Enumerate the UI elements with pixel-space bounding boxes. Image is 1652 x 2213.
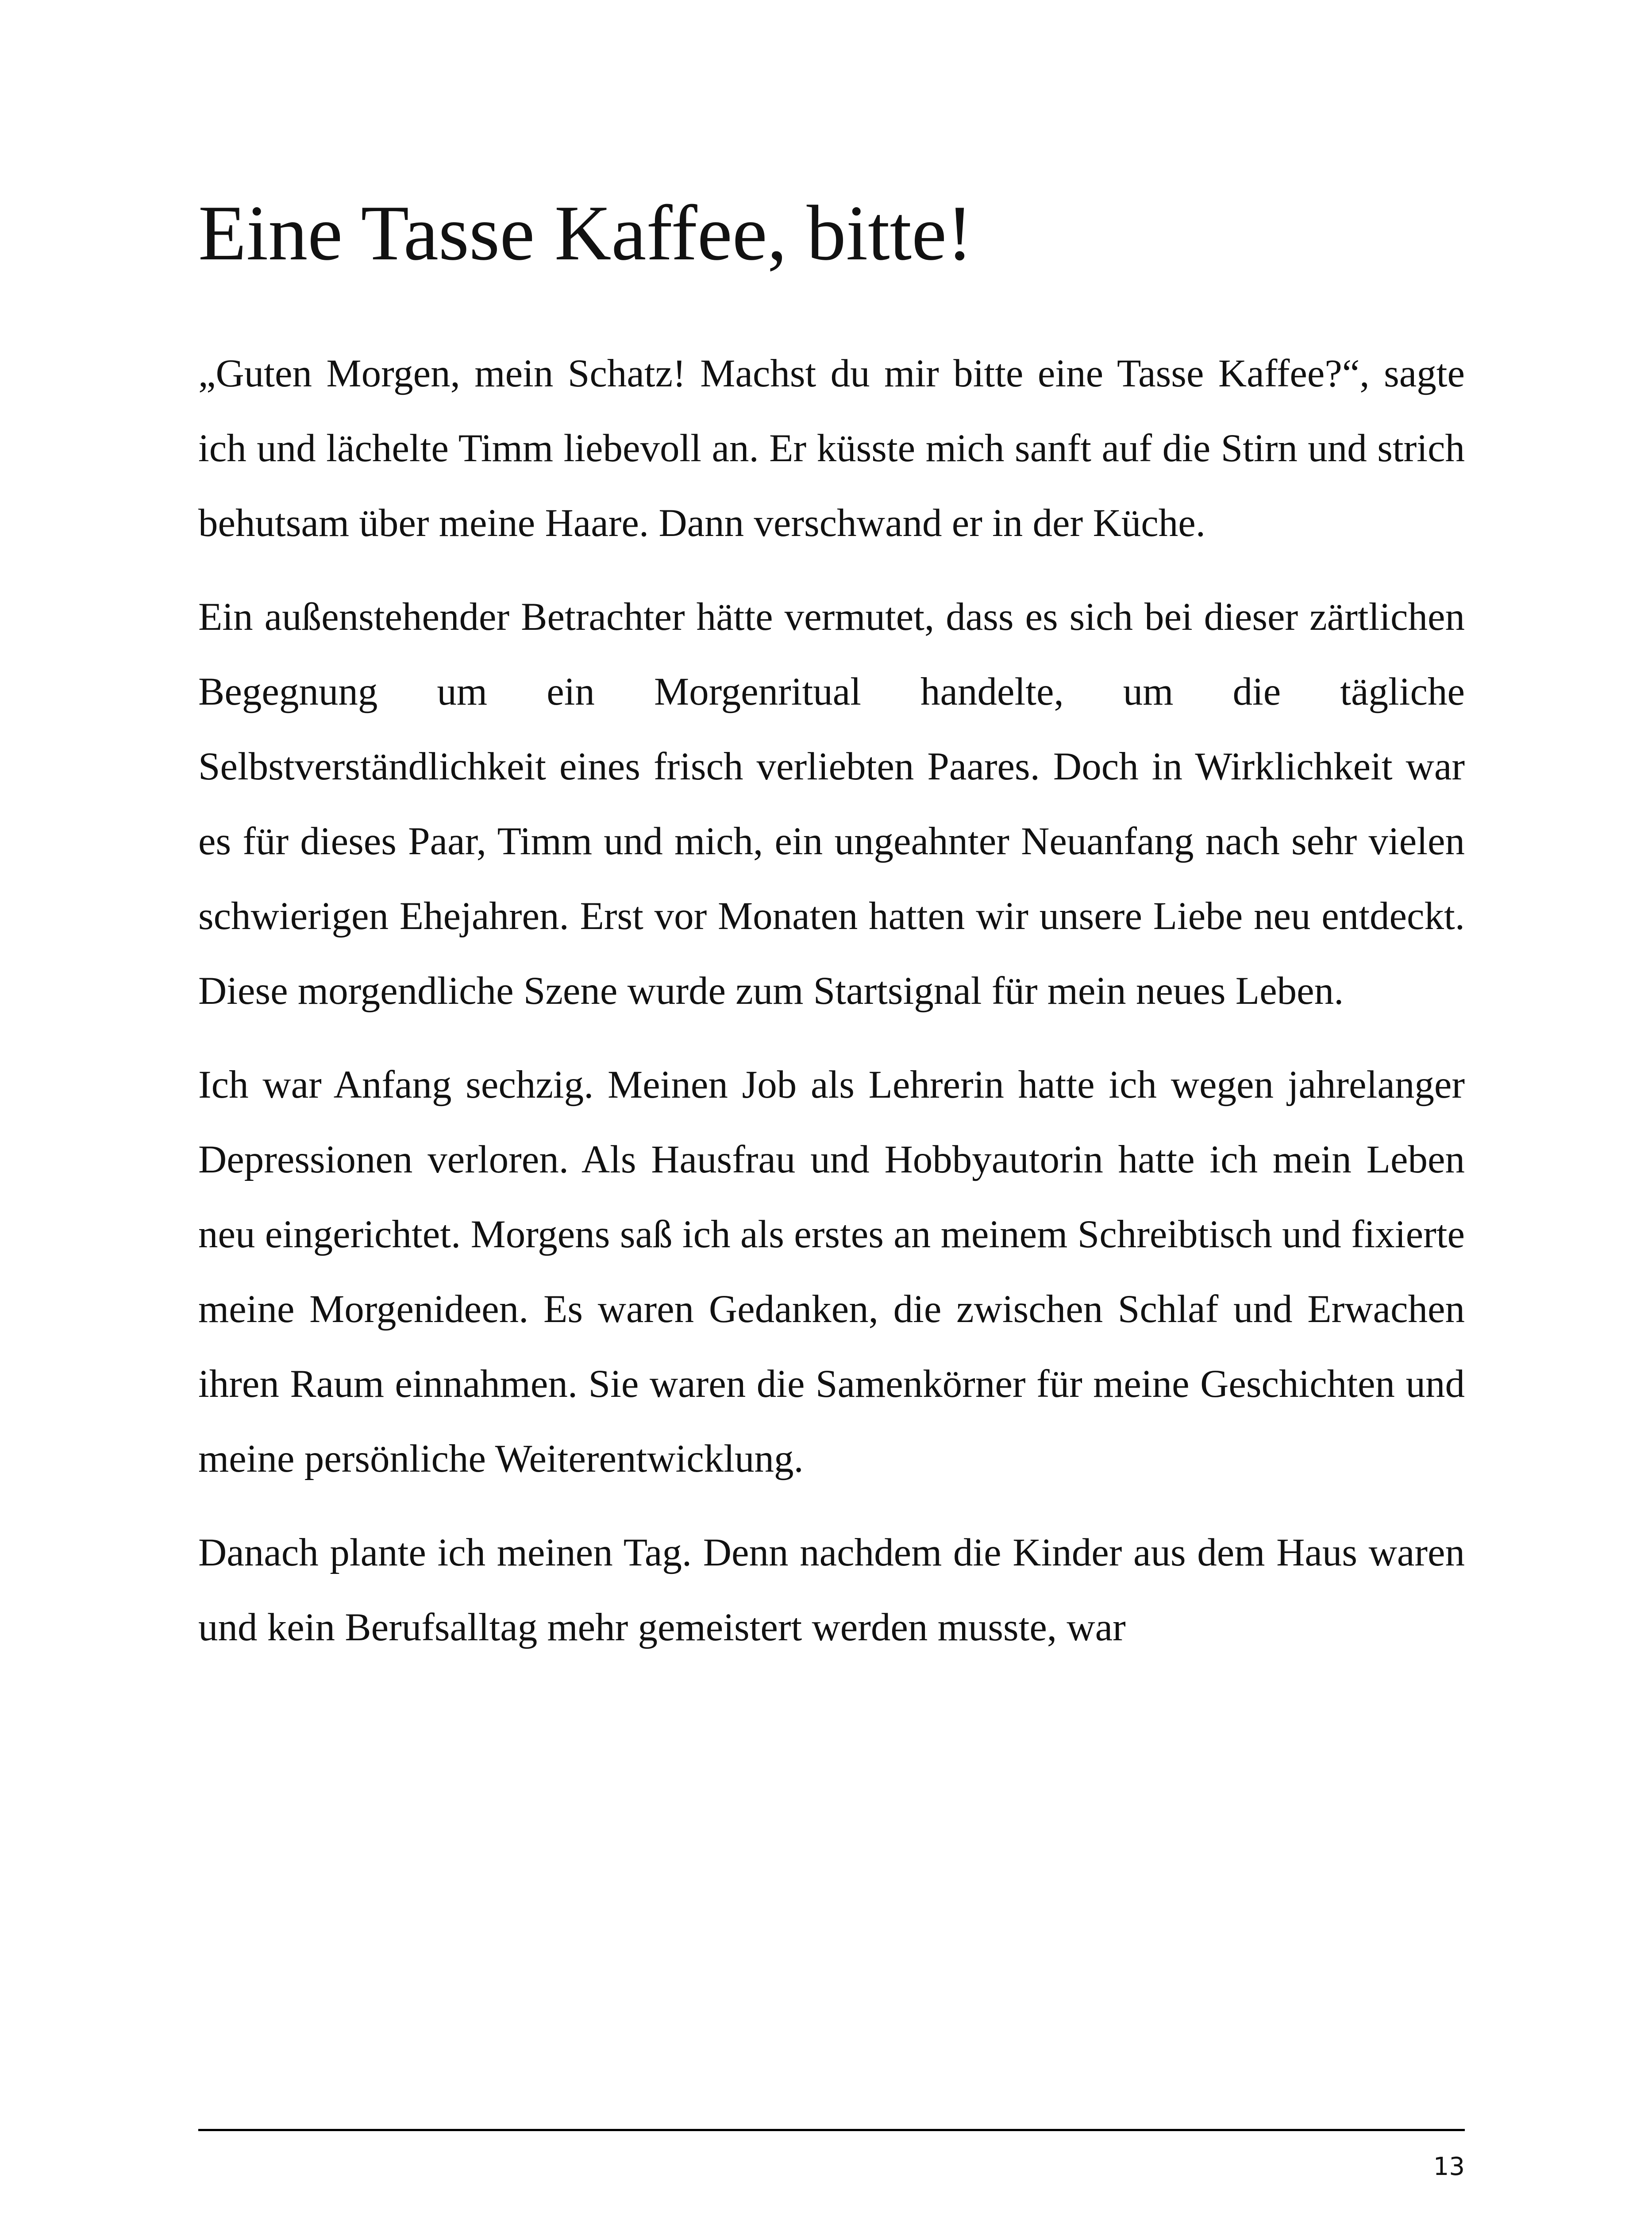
body-text bbox=[198, 336, 1465, 1665]
paragraph: Danach plante ich meinen Tag. Denn nachdem die Kinder aus dem Haus waren und kein Berufsalltag mehr gemeistert werden musste, war bbox=[198, 1531, 1465, 1649]
footer-divider bbox=[198, 2129, 1465, 2131]
paragraph: Ein außenstehender Betrachter hätte vermutet, dass es sich bei dieser zärtlichen Begegnung um ein Morgenritual handelte, um die tägliche Selbstverständlichkeit eines frisch verliebten Paares. Doch in Wirklichkeit war es für dieses Paar, Timm und mich, ein ungeahnter Neuanfang nach sehr vielen schwierigen Ehejahren. Erst vor Monaten hatten wir unsere Liebe neu entdeckt. Diese morgendliche Szene wurde zum Startsignal für mein neues Leben. bbox=[198, 595, 1465, 1013]
paragraph: Ich war Anfang sechzig. Meinen Job als Lehrerin hatte ich wegen jahrelanger Depressionen verloren. Als Hausfrau und Hobbyautorin hatte ich mein Leben neu eingerichtet. Morgens saß ich als erstes an meinem Schreibtisch und fixierte meine Morgenideen. Es waren Gedanken, die zwischen Schlaf und Erwachen ihren Raum einnahmen. Sie waren die Samenkörner für meine Geschichten und meine persönliche Weiterentwicklung. bbox=[198, 1063, 1465, 1480]
chapter-title: Eine Tasse Kaffee, bitte! bbox=[198, 189, 973, 277]
page-number: 13 bbox=[1433, 2152, 1465, 2181]
paragraph: „Guten Morgen, mein Schatz! Machst du mir bitte eine Tasse Kaffee?“, sagte ich und lächelte Timm liebevoll an. Er küsste mich sanft auf die Stirn und strich behutsam über meine Haare. Dann verschwand er in der Küche. bbox=[198, 352, 1465, 545]
